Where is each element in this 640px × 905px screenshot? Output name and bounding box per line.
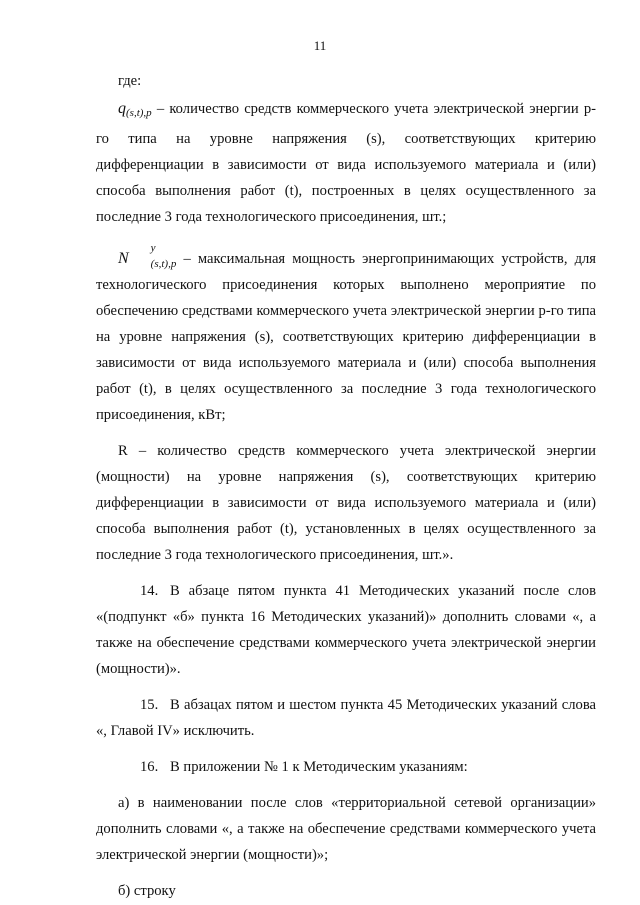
symbol-n: N xyxy=(118,250,129,267)
symbol-n-superscript: у xyxy=(150,242,156,254)
definition-n xyxy=(96,242,596,428)
item-15-text: В абзацах пятом и шестом пункта 45 Методических указаний слова «, Главой IV» исключить. xyxy=(96,697,596,739)
item-16-text: В приложении № 1 к Методическим указаниям: xyxy=(170,759,468,775)
definition-q-text: – количество средств коммерческого учета электрической энергии р-го типа на уровне напряжения (s), соответствующих критерию дифференциации в зависимости от вида используемого материала и (или) способа выполнения работ (t), построенных в целях осуществленного за последние 3 года технологического присоединения, шт.; xyxy=(96,101,596,225)
item-15 xyxy=(96,692,596,744)
symbol-q-subscript: (s,t),p xyxy=(126,107,152,119)
item-16 xyxy=(96,754,596,780)
definition-n-text: – максимальная мощность энергопринимающих устройств, для технологического присоединения которых выполнено мероприятие по обеспечению средствами коммерческого учета электрической энергии р-го типа на уровне напряжения (s), соответствующих критерию дифференциации в зависимости от вида используемого материала и (или) способа выполнения работ (t), в целях осуществленного за последние 3 года технологического присоединения, кВт; xyxy=(96,251,596,423)
symbol-q: q xyxy=(118,100,126,117)
document-body xyxy=(96,68,596,904)
item-16-number: 16. xyxy=(140,759,159,775)
item-14 xyxy=(96,578,596,682)
symbol-n-indices xyxy=(129,242,177,270)
subitem-b: б) строку xyxy=(118,883,176,899)
definition-q xyxy=(96,96,596,230)
subitem-a: а) в наименовании после слов «территориальной сетевой организации» дополнить словами «, а также на обеспечение средствами коммерческого учета электрической энергии (мощности)»; xyxy=(96,795,596,863)
definition-r: R – количество средств коммерческого учета электрической энергии (мощности) на уровне напряжения (s), соответствующих критерию дифференциации в зависимости от вида используемого материала и (или) способа выполнения работ (t), установленных в целях осуществленного за последние 3 года технологического присоединения, шт.». xyxy=(96,443,596,563)
symbol-n-subscript: (s,t),p xyxy=(150,258,177,270)
intro-word: где: xyxy=(118,73,142,89)
page-number: 11 xyxy=(313,38,327,53)
item-14-number: 14. xyxy=(140,583,159,599)
item-15-number: 15. xyxy=(140,697,159,713)
item-14-text: В абзаце пятом пункта 41 Методических указаний после слов «(подпункт «б» пункта 16 Методических указаний)» дополнить словами «, а также на обеспечение средствами коммерческого учета электрической энергии (мощности)». xyxy=(96,583,596,677)
